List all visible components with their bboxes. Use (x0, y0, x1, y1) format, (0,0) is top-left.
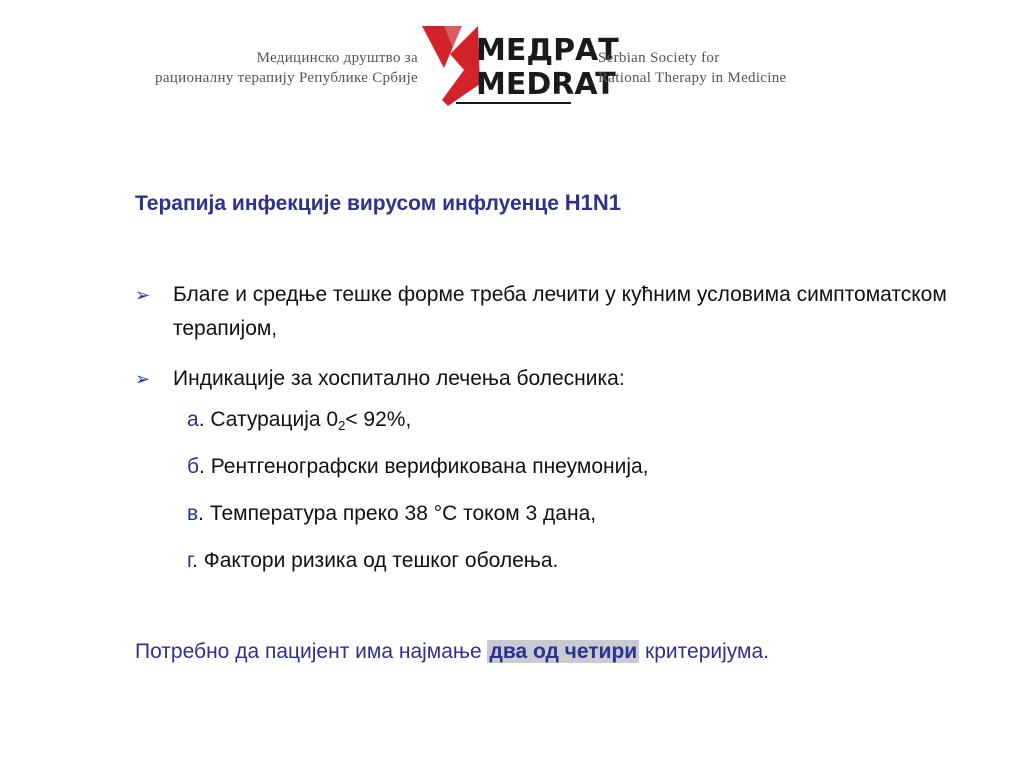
arrow-bullet-icon: ➢ (135, 369, 151, 389)
indication-b (187, 455, 649, 479)
indication-c (187, 502, 596, 526)
indication-c-letter: в (187, 502, 199, 525)
conclusion (135, 640, 769, 664)
bullet-text: Индикације за хоспитално лечења болесника: (173, 367, 625, 390)
indication-d (187, 549, 558, 573)
header (0, 0, 1024, 120)
bullet-item (135, 362, 955, 396)
logo-text-latin: MEDRAT (476, 67, 616, 102)
bullet-item (135, 278, 955, 346)
indication-a-text: . Сатурација 0 (198, 408, 339, 431)
slide-title-code: H1N1 (564, 190, 622, 215)
arrow-bullet-icon: ➢ (135, 285, 151, 305)
slide-title-text: Терапија инфекције вирусом инфлуенце (135, 192, 559, 215)
org-name-english (598, 48, 787, 88)
conclusion-highlight: два од четири (489, 640, 638, 663)
conclusion-post: критеријума. (639, 640, 769, 663)
org-name-serbian (155, 48, 418, 88)
indication-a-threshold: < 92%, (345, 408, 412, 431)
org-name-english-line1: Serbian Society for (598, 50, 720, 66)
slide-title (135, 190, 621, 216)
bullet-text: Благе и средње тешке форме треба лечити у кућним условима симптоматском терапијом, (173, 283, 947, 340)
logo-text-cyrillic: МЕДРАТ (476, 33, 619, 68)
indication-a (187, 408, 411, 433)
indication-b-text: . Рентгенографски верификована пнеумонија, (199, 455, 649, 478)
org-name-english-line2: Rational Therapy in Medicine (598, 70, 787, 86)
medrat-logo (420, 24, 619, 110)
indication-b-letter: б (187, 455, 200, 478)
indication-d-text: . Фактори ризика од тешког оболења. (192, 549, 559, 572)
org-name-serbian-line2: рационалну терапију Републике Србије (155, 70, 418, 86)
indication-a-letter: а (187, 408, 199, 431)
org-name-serbian-line1: Медицинско друштво за (256, 50, 418, 66)
conclusion-pre: Потребно да пацијент има најмање (135, 640, 488, 663)
indication-c-text: . Температура преко 38 °C током 3 дана, (198, 502, 597, 525)
indication-d-letter: г (187, 549, 193, 572)
indication-a-subscript: 2 (338, 418, 346, 433)
bullet-list (135, 278, 955, 396)
